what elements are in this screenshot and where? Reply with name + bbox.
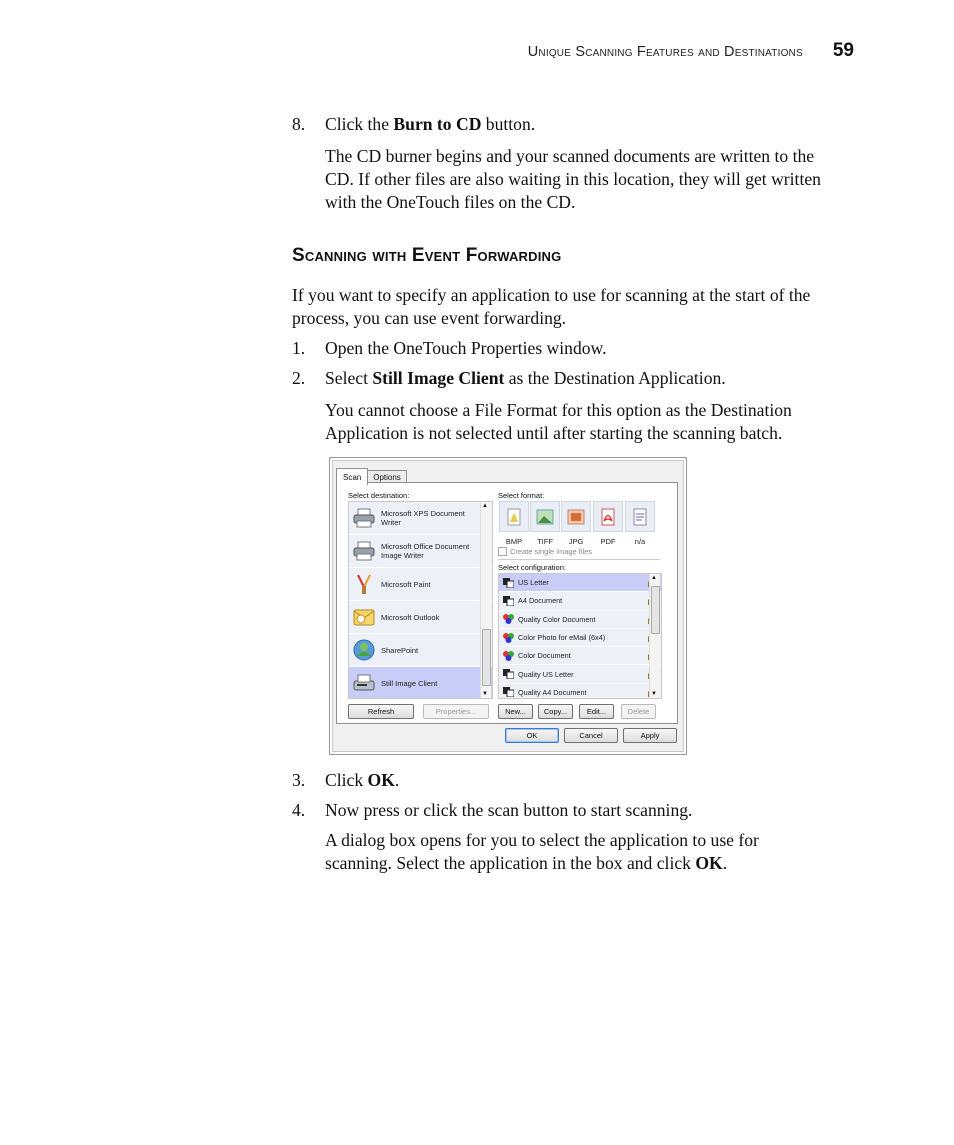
destination-list[interactable] bbox=[348, 501, 493, 699]
destination-label: Still Image Client bbox=[381, 678, 438, 688]
step-8-number: 8. bbox=[292, 114, 306, 134]
outlook-icon bbox=[352, 605, 376, 629]
select-format-label: Select format: bbox=[498, 491, 545, 500]
destination-item[interactable] bbox=[349, 568, 492, 601]
destination-scrollbar[interactable] bbox=[480, 502, 491, 698]
bw-document-icon bbox=[503, 687, 514, 697]
ok-button[interactable]: OK bbox=[505, 728, 559, 743]
configuration-scrollbar[interactable] bbox=[649, 574, 660, 698]
configuration-item[interactable]: Color Document bbox=[499, 647, 661, 665]
destination-item[interactable] bbox=[349, 601, 492, 634]
step-1-text: Open the OneTouch Properties window. bbox=[325, 338, 607, 358]
destination-label: Microsoft Office Document Image Writer bbox=[381, 542, 470, 560]
page-number: 59 bbox=[832, 40, 854, 61]
bw-document-icon bbox=[503, 669, 514, 679]
step-4-number: 4. bbox=[292, 800, 306, 820]
pdf-icon bbox=[593, 501, 623, 532]
edit-button[interactable]: Edit... bbox=[579, 704, 614, 719]
onetouch-properties-dialog bbox=[329, 457, 687, 755]
bw-document-icon bbox=[503, 578, 514, 588]
tiff-icon bbox=[530, 501, 560, 532]
scroll-up-icon[interactable]: ▲ bbox=[651, 575, 657, 581]
format-tiff[interactable]: TIFF bbox=[530, 501, 560, 546]
scroll-down-icon[interactable]: ▼ bbox=[651, 691, 657, 697]
scan-panel bbox=[336, 482, 678, 724]
burn-to-cd-term: Burn to CD bbox=[393, 114, 482, 134]
scroll-up-icon[interactable]: ▲ bbox=[482, 503, 488, 509]
destination-item-selected[interactable] bbox=[349, 667, 492, 699]
destination-item[interactable] bbox=[349, 634, 492, 667]
checkbox-label: Create single image files bbox=[510, 547, 593, 556]
tab-scan[interactable]: Scan bbox=[336, 468, 368, 485]
format-bmp[interactable]: BMP bbox=[499, 501, 529, 546]
format-na[interactable]: n/a bbox=[625, 501, 655, 546]
step-4-text: Now press or click the scan button to start scanning. bbox=[325, 800, 693, 820]
format-jpg[interactable]: JPG bbox=[561, 501, 591, 546]
scroll-down-icon[interactable]: ▼ bbox=[482, 691, 488, 697]
step-2-number: 2. bbox=[292, 368, 306, 388]
delete-button[interactable]: Delete bbox=[621, 704, 656, 719]
still-image-client-term: Still Image Client bbox=[372, 368, 505, 388]
destination-item[interactable] bbox=[349, 502, 492, 535]
step-3-number: 3. bbox=[292, 770, 306, 790]
configuration-item[interactable]: Quality A4 Document bbox=[499, 684, 661, 699]
copy-button[interactable]: Copy... bbox=[538, 704, 573, 719]
select-configuration-label: Select configuration: bbox=[498, 563, 566, 572]
color-document-icon bbox=[503, 614, 514, 624]
create-single-image-checkbox[interactable] bbox=[498, 547, 592, 556]
configuration-item[interactable]: Quality Color Document bbox=[499, 611, 661, 629]
refresh-button[interactable]: Refresh bbox=[348, 704, 414, 719]
bw-document-icon bbox=[503, 596, 514, 606]
apply-button[interactable]: Apply bbox=[623, 728, 677, 743]
configuration-item[interactable]: Color Photo for eMail (6x4) bbox=[499, 629, 661, 647]
new-button[interactable]: New... bbox=[498, 704, 533, 719]
destination-label: Microsoft XPS Document Writer bbox=[381, 509, 465, 527]
bmp-icon bbox=[499, 501, 529, 532]
select-destination-label: Select destination: bbox=[348, 491, 410, 500]
tab-options[interactable]: Options bbox=[367, 470, 407, 484]
destination-label: SharePoint bbox=[381, 645, 419, 655]
step-8-para: The CD burner begins and your scanned documents are written to the CD. If other files are also waiting in this location, they will get written with the OneTouch files on the CD. bbox=[325, 146, 821, 212]
jpg-icon bbox=[561, 501, 591, 532]
scroll-thumb[interactable] bbox=[482, 629, 491, 686]
properties-button[interactable]: Properties... bbox=[423, 704, 489, 719]
destination-label: Microsoft Paint bbox=[381, 579, 431, 589]
configuration-item[interactable]: Quality US Letter bbox=[499, 665, 661, 683]
checkbox-box[interactable] bbox=[498, 547, 507, 556]
document-icon bbox=[625, 501, 655, 532]
step-2-para: You cannot choose a File Format for this option as the Destination Application is not selected until after starting the scanning batch. bbox=[325, 400, 792, 443]
step-4-para: A dialog box opens for you to select the application to use for scanning. Select the application in the box and click OK. bbox=[325, 830, 759, 873]
color-document-icon bbox=[503, 633, 514, 643]
chapter-title: Unique Scanning Features and Destinations bbox=[527, 44, 803, 60]
destination-label: Microsoft Outlook bbox=[381, 612, 440, 622]
color-document-icon bbox=[503, 651, 514, 661]
section-heading: Scanning with Event Forwarding bbox=[292, 245, 562, 266]
sharepoint-icon bbox=[352, 638, 376, 662]
ok-term: OK bbox=[367, 770, 395, 790]
configuration-list[interactable] bbox=[498, 573, 662, 699]
printer-icon bbox=[352, 539, 376, 563]
scanner-icon bbox=[352, 671, 376, 695]
scroll-thumb[interactable] bbox=[651, 586, 660, 634]
running-header bbox=[528, 40, 854, 62]
format-pdf[interactable]: PDF bbox=[593, 501, 623, 546]
configuration-item-selected[interactable]: US Letter bbox=[499, 574, 661, 592]
step-1-number: 1. bbox=[292, 338, 306, 358]
paint-icon bbox=[352, 572, 376, 596]
ok-term: OK bbox=[695, 853, 723, 873]
cancel-button[interactable]: Cancel bbox=[564, 728, 618, 743]
step-2-text: Select Still Image Client as the Destination Application. bbox=[325, 368, 726, 388]
configuration-item[interactable]: A4 Document bbox=[499, 592, 661, 610]
section-intro: If you want to specify an application to use for scanning at the start of the process, you can use event forwarding. bbox=[292, 285, 811, 328]
step-8-text: Click the Burn to CD button. bbox=[325, 114, 536, 134]
printer-icon bbox=[352, 506, 376, 530]
divider bbox=[498, 559, 660, 560]
step-3-text: Click OK. bbox=[325, 770, 400, 790]
destination-item[interactable] bbox=[349, 535, 492, 568]
